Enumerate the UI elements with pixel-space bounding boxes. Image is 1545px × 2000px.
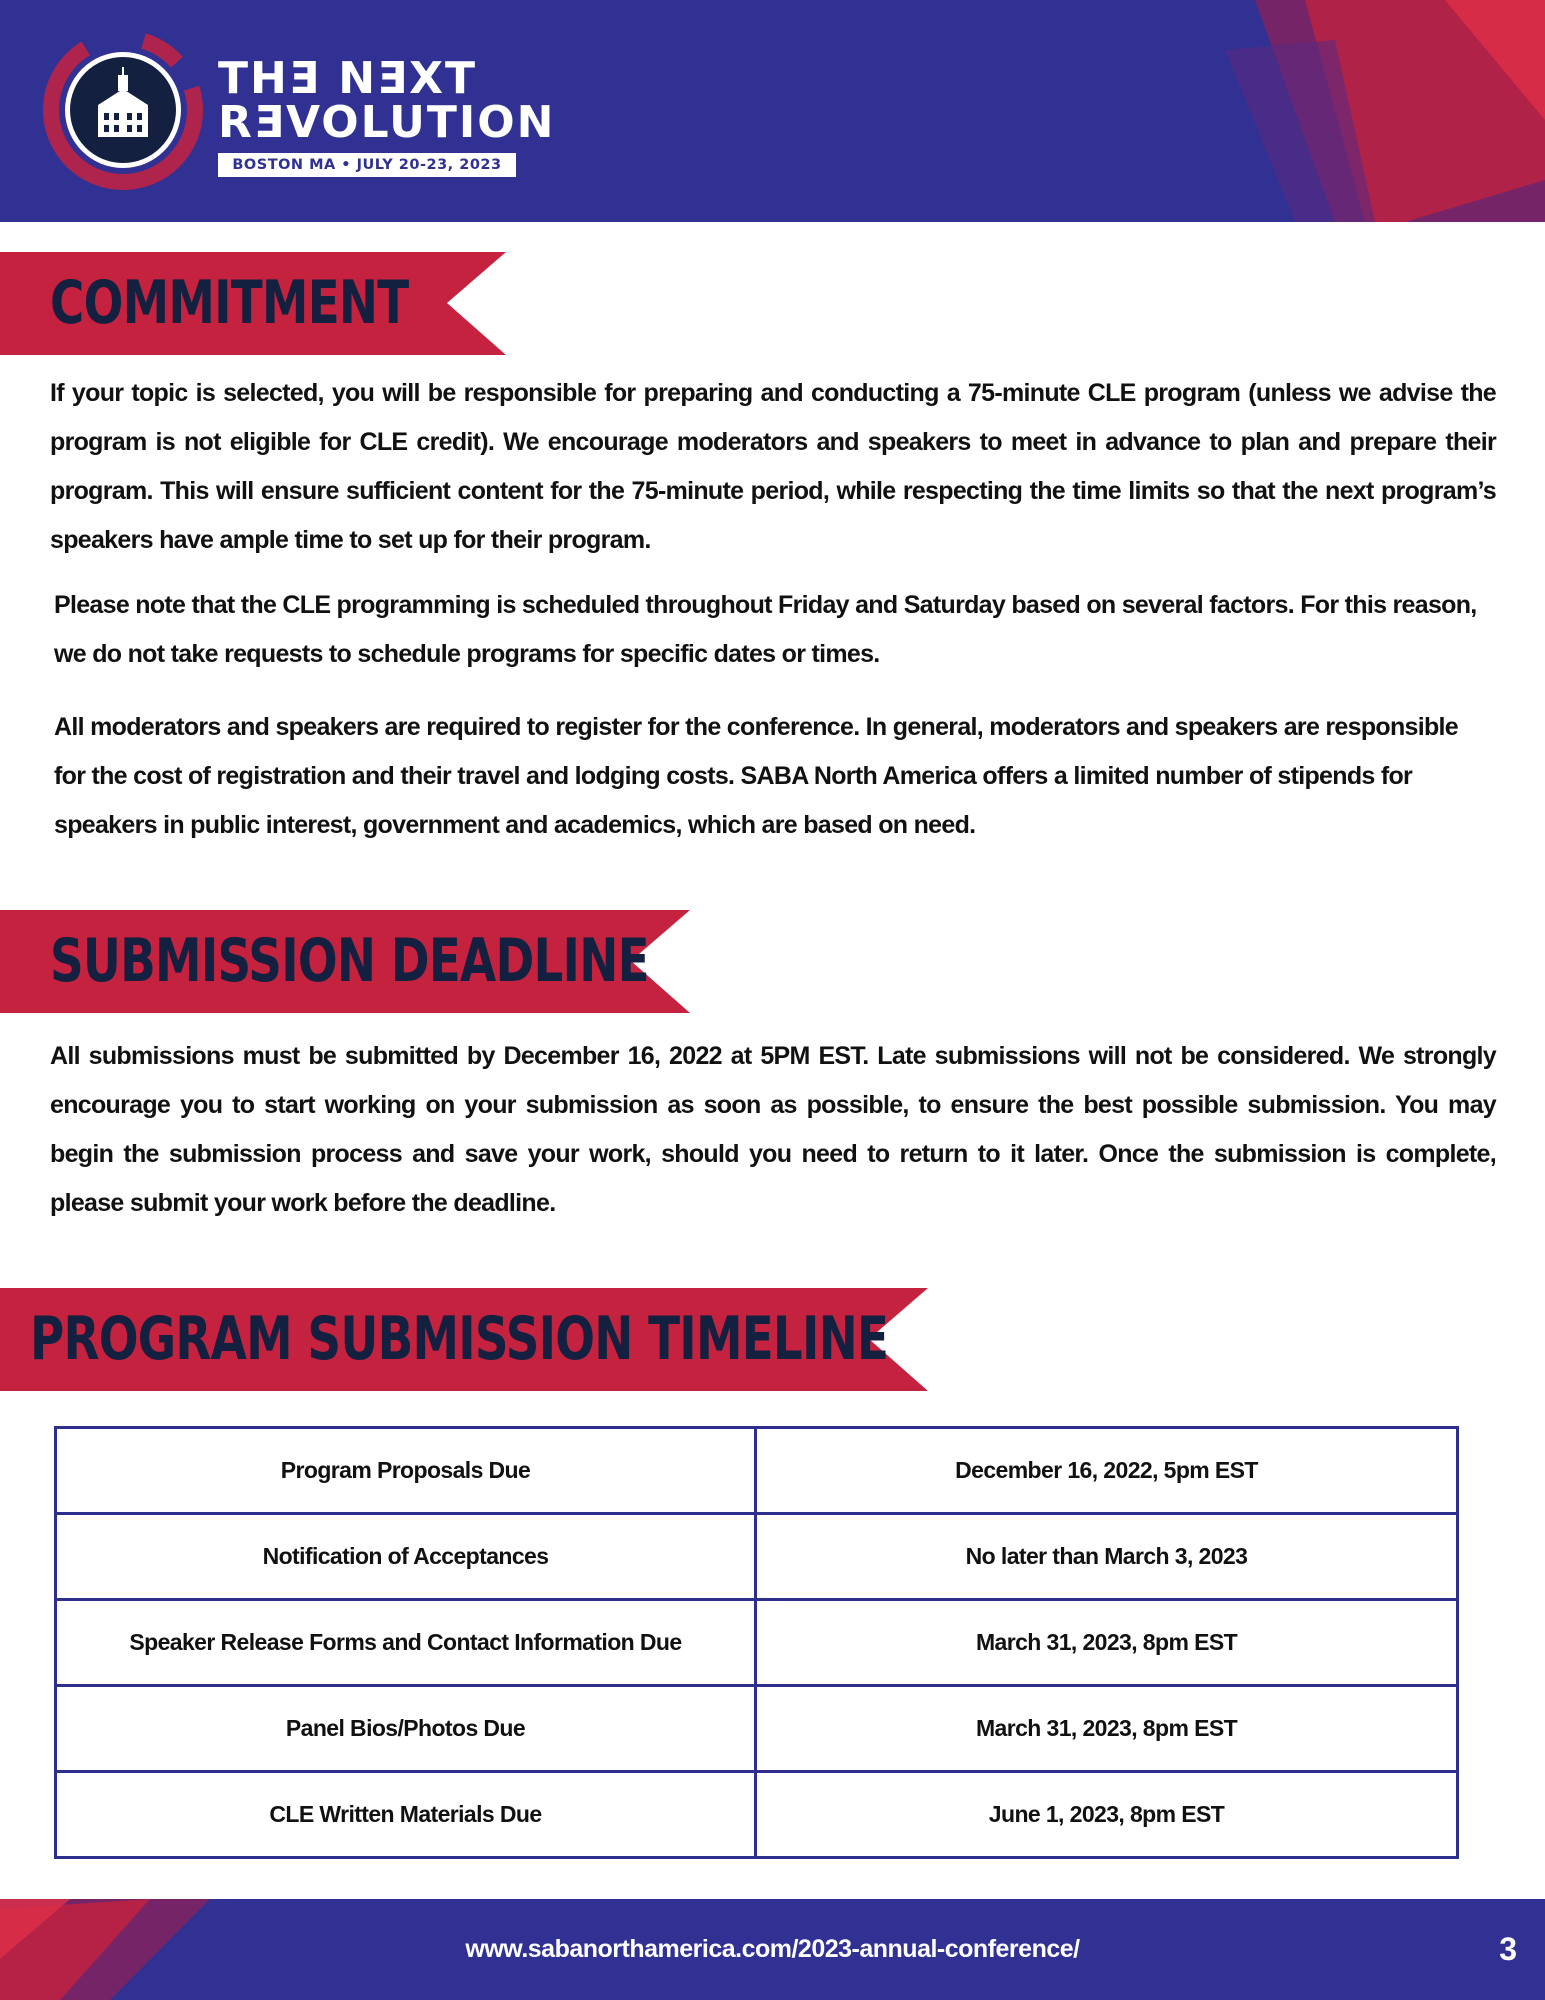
logo-emblem	[38, 25, 208, 195]
brand-title-line1: THƎ NƎXT	[218, 53, 478, 104]
deadline-paragraph: All submissions must be submitted by December 16, 2022 at 5PM EST. Late submissions will not be considered. We strongly encourage you to start working on your submission as soon as possible, to ensure the best possible submission. You may begin the submission process and save your work, should you need to return to it later. Once the submission is complete, please submit your work before the deadline.	[50, 1042, 1496, 1217]
commitment-paragraph-2: Please note that the CLE programming is scheduled throughout Friday and Saturday based on several factors. For this reason, we do not take requests to schedule programs for specific dates or times.	[54, 591, 1477, 668]
deadline-title: SUBMISSION DEADLINE	[50, 926, 649, 996]
commitment-banner	[0, 252, 506, 355]
brand-title-line2: RƎVOLUTION	[218, 97, 556, 148]
timeline-date: June 1, 2023, 8pm EST	[756, 1772, 1458, 1858]
table-row	[56, 1686, 1458, 1772]
table-row	[56, 1428, 1458, 1514]
timeline-title: PROGRAM SUBMISSION TIMELINE	[30, 1304, 889, 1374]
header-decoration	[1225, 0, 1545, 222]
commitment-paragraph-3: All moderators and speakers are required to register for the conference. In general, moderators and speakers are responsible for the cost of registration and their travel and lodging costs. SABA North America offers a limited number of stipends for speakers in public interest, government and academics, which are based on need.	[54, 713, 1459, 839]
commitment-title: COMMITMENT	[50, 268, 409, 338]
timeline-date: March 31, 2023, 8pm EST	[756, 1600, 1458, 1686]
timeline-table	[54, 1426, 1459, 1859]
table-row	[56, 1600, 1458, 1686]
timeline-date: December 16, 2022, 5pm EST	[756, 1428, 1458, 1514]
timeline-date: March 31, 2023, 8pm EST	[756, 1686, 1458, 1772]
brand-subtitle: BOSTON MA • JULY 20-23, 2023	[218, 153, 516, 177]
page-number: 3	[1499, 1931, 1517, 1967]
page-header	[0, 0, 1545, 222]
timeline-item: Notification of Acceptances	[56, 1514, 756, 1600]
deadline-banner	[0, 910, 690, 1013]
table-row	[56, 1514, 1458, 1600]
timeline-item: Panel Bios/Photos Due	[56, 1686, 756, 1772]
timeline-date: No later than March 3, 2023	[756, 1514, 1458, 1600]
commitment-paragraph-1: If your topic is selected, you will be responsible for preparing and conducting a 75-minute CLE program (unless we advise the program is not eligible for CLE credit). We encourage moderators and speakers to meet in advance to plan and prepare their program. This will ensure sufficient content for the 75-minute period, while respecting the time limits so that the next program’s speakers have ample time to set up for their program.	[50, 379, 1496, 554]
page-footer	[0, 1899, 1545, 2000]
footer-url-link[interactable]: www.sabanorthamerica.com/2023-annual-conference/	[465, 1935, 1080, 1963]
timeline-banner	[0, 1288, 928, 1391]
timeline-item: Program Proposals Due	[56, 1428, 756, 1514]
table-row	[56, 1772, 1458, 1858]
timeline-item: CLE Written Materials Due	[56, 1772, 756, 1858]
timeline-item: Speaker Release Forms and Contact Information Due	[56, 1600, 756, 1686]
